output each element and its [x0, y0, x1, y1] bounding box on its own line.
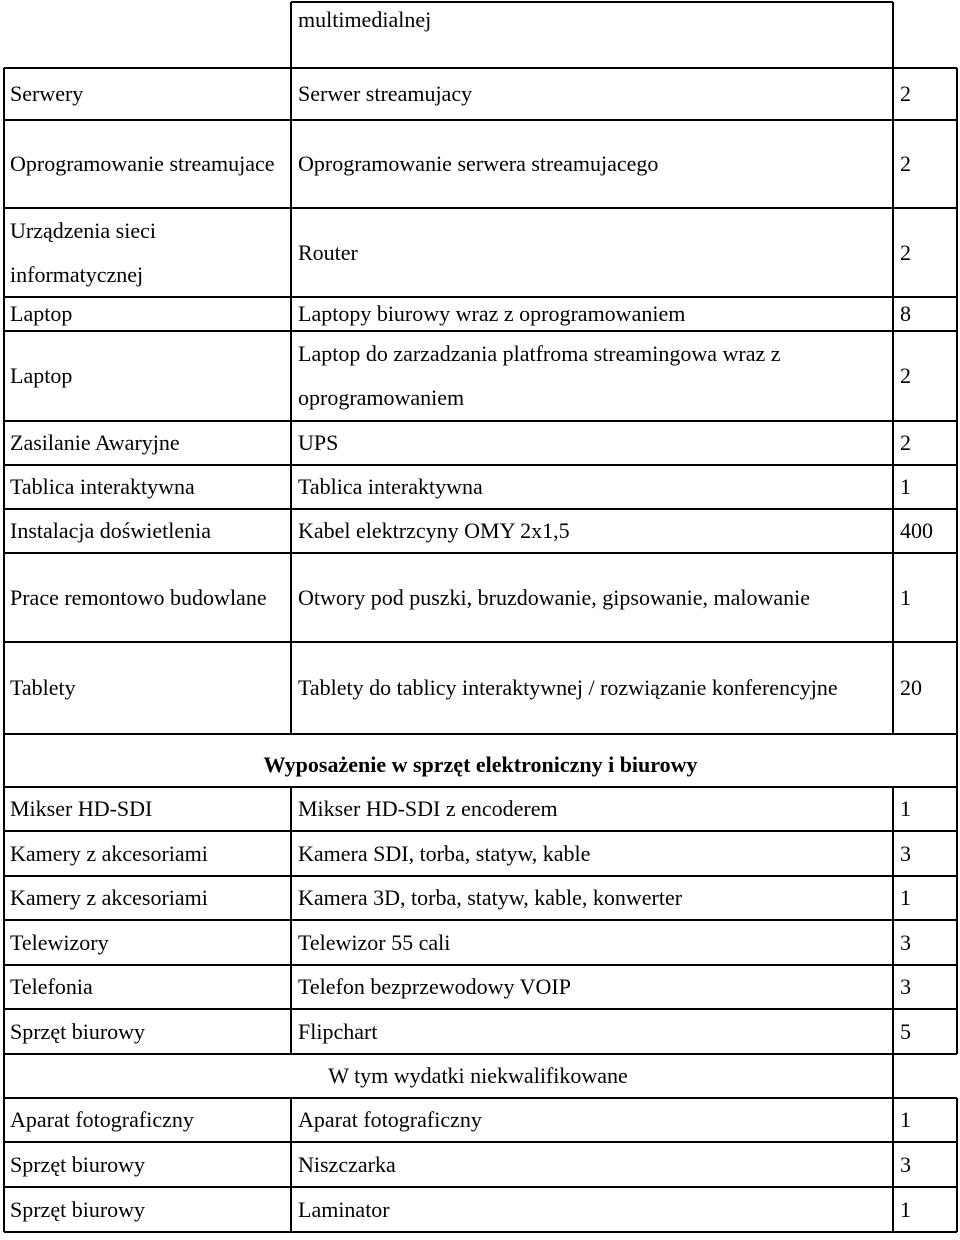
row-a-qty-text: 1 — [900, 474, 911, 499]
row-a-category-text: Tablety — [10, 675, 76, 700]
row-a-category — [10, 465, 288, 509]
row-c-qty-text: 1 — [900, 1107, 911, 1132]
column-divider — [892, 421, 894, 465]
row-c-qty — [900, 1187, 958, 1232]
row-divider — [4, 830, 957, 832]
row-a-item — [298, 642, 890, 734]
row-a-category — [10, 553, 288, 642]
column-divider — [892, 2, 894, 68]
row-b-item-text: Kamera SDI, torba, statyw, kable — [298, 840, 591, 866]
column-divider — [892, 965, 894, 1009]
section-header — [4, 742, 957, 787]
row-divider — [4, 296, 957, 298]
row-b-item-text: Telefon bezprzewodowy VOIP — [298, 974, 571, 999]
row-c-category-text: Sprzęt biurowy — [10, 1151, 146, 1177]
row-b-category — [10, 831, 288, 876]
row-a-category — [10, 642, 288, 734]
row-a-qty-text: 400 — [900, 518, 933, 543]
row-b-qty — [900, 920, 958, 965]
column-divider — [892, 465, 894, 509]
column-divider — [290, 68, 292, 120]
row-a-qty — [900, 465, 958, 509]
row-b-qty-text: 3 — [900, 929, 911, 955]
column-divider — [290, 1009, 292, 1054]
row-divider — [4, 119, 957, 121]
row-a-category — [10, 297, 288, 331]
row-c-category-text: Aparat fotograficzny — [10, 1107, 194, 1132]
row-divider — [4, 964, 957, 966]
row-b-category — [10, 965, 288, 1009]
column-divider — [290, 1098, 292, 1142]
row-b-qty — [900, 787, 958, 831]
row-a-item — [298, 553, 890, 642]
row-divider — [4, 1097, 957, 1099]
row-b-item — [298, 920, 890, 965]
column-divider — [892, 642, 894, 734]
row-b-item-text: Flipchart — [298, 1018, 378, 1044]
column-divider — [290, 787, 292, 831]
column-divider — [892, 1187, 894, 1232]
column-divider — [290, 1142, 292, 1187]
row-a-item-text: Tablica interaktywna — [298, 474, 483, 499]
row-b-qty-text: 1 — [900, 885, 911, 910]
column-divider — [290, 297, 292, 331]
row-b-qty — [900, 876, 958, 920]
row-a-category-text: Serwery — [10, 81, 84, 106]
row-a-item-text: Otwory pod puszki, bruzdowanie, gipsowanie, malowanie — [298, 584, 810, 610]
row-a-item-text: Router — [298, 239, 358, 265]
row-b-item-text: Mikser HD-SDI z encoderem — [298, 796, 558, 821]
row-b-item — [298, 831, 890, 876]
row-a-category — [10, 331, 288, 421]
row-c-qty-text: 3 — [900, 1151, 911, 1177]
row-a-qty-text: 2 — [900, 430, 911, 455]
row-c-category — [10, 1098, 288, 1142]
row-a-category-text: Urządzenia sieci informatycznej — [10, 217, 156, 287]
row-a-item — [298, 465, 890, 509]
row-a-qty — [900, 120, 958, 208]
row-b-category — [10, 920, 288, 965]
row-divider — [4, 919, 957, 921]
table-right-border — [956, 787, 958, 1054]
row-b-item-text: Kamera 3D, torba, statyw, kable, konwerter — [298, 885, 683, 910]
row-divider — [4, 875, 957, 877]
row-a-qty — [900, 208, 958, 297]
row-a-item — [298, 421, 890, 465]
row-a-category — [10, 68, 288, 120]
row-a-item — [298, 208, 890, 297]
row-a-item — [298, 120, 890, 208]
row-b-category-text: Kamery z akcesoriami — [10, 840, 208, 866]
row-a-item-text: UPS — [298, 430, 339, 455]
row-divider — [4, 508, 957, 510]
column-divider — [892, 876, 894, 920]
row-a-category-text: Prace remontowo budowlane — [10, 584, 267, 610]
column-divider — [892, 68, 894, 120]
row-a-item — [298, 68, 890, 120]
row-b-category — [10, 876, 288, 920]
column-divider — [892, 1098, 894, 1142]
row-a-category — [10, 421, 288, 465]
row-c-category-text: Sprzęt biurowy — [10, 1196, 146, 1222]
row-a-item — [298, 509, 890, 553]
section-header-text: Wyposażenie w sprzęt elektroniczny i biurowy — [263, 751, 698, 777]
column-divider — [290, 920, 292, 965]
row-c-item — [298, 1098, 890, 1142]
row-divider — [4, 552, 957, 554]
row-b-item — [298, 1009, 890, 1054]
column-divider — [290, 421, 292, 465]
column-divider — [290, 553, 292, 642]
subsection-header — [4, 1054, 952, 1098]
row-divider — [4, 330, 957, 332]
row-b-qty — [900, 831, 958, 876]
row-a-item-text: Oprogramowanie serwera streamujacego — [298, 151, 659, 176]
subsection-header-text: W tym wydatki niekwalifikowane — [328, 1063, 628, 1088]
row-b-qty-text: 5 — [900, 1018, 911, 1044]
column-divider — [892, 1009, 894, 1054]
column-divider — [290, 331, 292, 421]
row-c-category — [10, 1187, 288, 1232]
row-a-category — [10, 208, 288, 297]
row-divider — [4, 207, 957, 209]
row-divider — [4, 1141, 957, 1143]
row-b-category — [10, 787, 288, 831]
column-divider — [290, 1187, 292, 1232]
row-divider — [4, 1186, 957, 1188]
row-divider — [4, 1231, 957, 1233]
row-a-category-text: Instalacja doświetlenia — [10, 518, 211, 543]
row-b-qty-text: 3 — [900, 974, 911, 999]
column-divider — [892, 920, 894, 965]
column-divider — [290, 831, 292, 876]
row-c-qty-text: 1 — [900, 1196, 911, 1222]
row-a-category — [10, 509, 288, 553]
row-b-category-text: Kamery z akcesoriami — [10, 885, 208, 910]
row-a-qty-text: 2 — [900, 363, 911, 388]
table-left-border — [3, 1098, 5, 1232]
row-a-item-text: Laptopy biurowy wraz z oprogramowaniem — [298, 301, 686, 326]
row-a-qty — [900, 421, 958, 465]
column-divider — [892, 553, 894, 642]
row-b-qty-text: 1 — [900, 796, 911, 821]
row-b-category-text: Telefonia — [10, 974, 93, 999]
row-b-item — [298, 876, 890, 920]
row-divider — [4, 641, 957, 643]
column-divider — [892, 509, 894, 553]
row-b-qty-text: 3 — [900, 840, 911, 866]
row-a-qty — [900, 68, 958, 120]
row-a-item — [298, 331, 890, 421]
column-divider — [290, 2, 292, 68]
row-a-item — [298, 297, 890, 331]
table-left-border — [3, 68, 5, 734]
table-left-border — [3, 787, 5, 1054]
top-cell-text: multimedialnej — [298, 7, 432, 32]
row-c-item-text: Laminator — [298, 1196, 390, 1222]
column-divider — [892, 297, 894, 331]
row-c-category — [10, 1142, 288, 1187]
row-c-item-text: Aparat fotograficzny — [298, 1107, 482, 1132]
row-b-item — [298, 787, 890, 831]
column-divider — [892, 831, 894, 876]
column-divider — [892, 1142, 894, 1187]
row-b-category — [10, 1009, 288, 1054]
row-b-qty — [900, 1009, 958, 1054]
row-a-qty-text: 2 — [900, 151, 911, 176]
row-a-category-text: Oprogramowanie streamujace — [10, 151, 275, 176]
column-divider — [290, 965, 292, 1009]
row-a-qty — [900, 642, 958, 734]
row-a-qty — [900, 509, 958, 553]
row-b-category-text: Telewizory — [10, 929, 109, 955]
row-b-item — [298, 965, 890, 1009]
row-a-item-text: Laptop do zarzadzania platfroma streamingowa wraz z oprogramowaniem — [298, 341, 781, 410]
top-cell — [298, 2, 431, 38]
row-c-qty — [900, 1098, 958, 1142]
row-a-category-text: Tablica interaktywna — [10, 474, 195, 499]
row-b-qty — [900, 965, 958, 1009]
row-a-qty — [900, 297, 958, 331]
row-a-item-text: Tablety do tablicy interaktywnej / rozwiązanie konferencyjne — [298, 675, 838, 700]
column-divider — [290, 465, 292, 509]
column-divider — [290, 120, 292, 208]
column-divider — [892, 208, 894, 297]
row-a-category — [10, 120, 288, 208]
row-a-category-text: Laptop — [10, 301, 73, 326]
row-c-item — [298, 1142, 890, 1187]
row-a-qty — [900, 553, 958, 642]
row-a-qty-text: 20 — [900, 675, 922, 700]
row-a-qty-text: 8 — [900, 301, 911, 326]
row-b-category-text: Sprzęt biurowy — [10, 1018, 146, 1044]
row-divider — [4, 67, 957, 69]
column-divider — [892, 787, 894, 831]
row-a-category-text: Zasilanie Awaryjne — [10, 430, 180, 455]
row-a-qty-text: 2 — [900, 239, 911, 265]
row-b-category-text: Mikser HD-SDI — [10, 796, 153, 821]
row-a-qty-text: 2 — [900, 81, 911, 106]
table-right-border — [956, 1098, 958, 1232]
column-divider — [892, 331, 894, 421]
column-divider — [290, 642, 292, 734]
row-c-item — [298, 1187, 890, 1232]
row-a-qty — [900, 331, 958, 421]
column-divider — [290, 876, 292, 920]
row-divider — [4, 733, 957, 735]
row-divider — [4, 420, 957, 422]
table-right-border — [956, 68, 958, 734]
column-divider — [290, 509, 292, 553]
row-a-category-text: Laptop — [10, 363, 73, 388]
row-a-qty-text: 1 — [900, 584, 911, 610]
row-a-item-text: Serwer streamujacy — [298, 81, 473, 106]
column-divider — [290, 208, 292, 297]
column-divider — [892, 120, 894, 208]
row-c-qty — [900, 1142, 958, 1187]
row-c-item-text: Niszczarka — [298, 1151, 396, 1177]
row-divider — [4, 464, 957, 466]
row-b-item-text: Telewizor 55 cali — [298, 929, 451, 955]
row-divider — [4, 1008, 957, 1010]
row-a-item-text: Kabel elektrzcyny OMY 2x1,5 — [298, 518, 570, 543]
row-divider — [4, 786, 957, 788]
